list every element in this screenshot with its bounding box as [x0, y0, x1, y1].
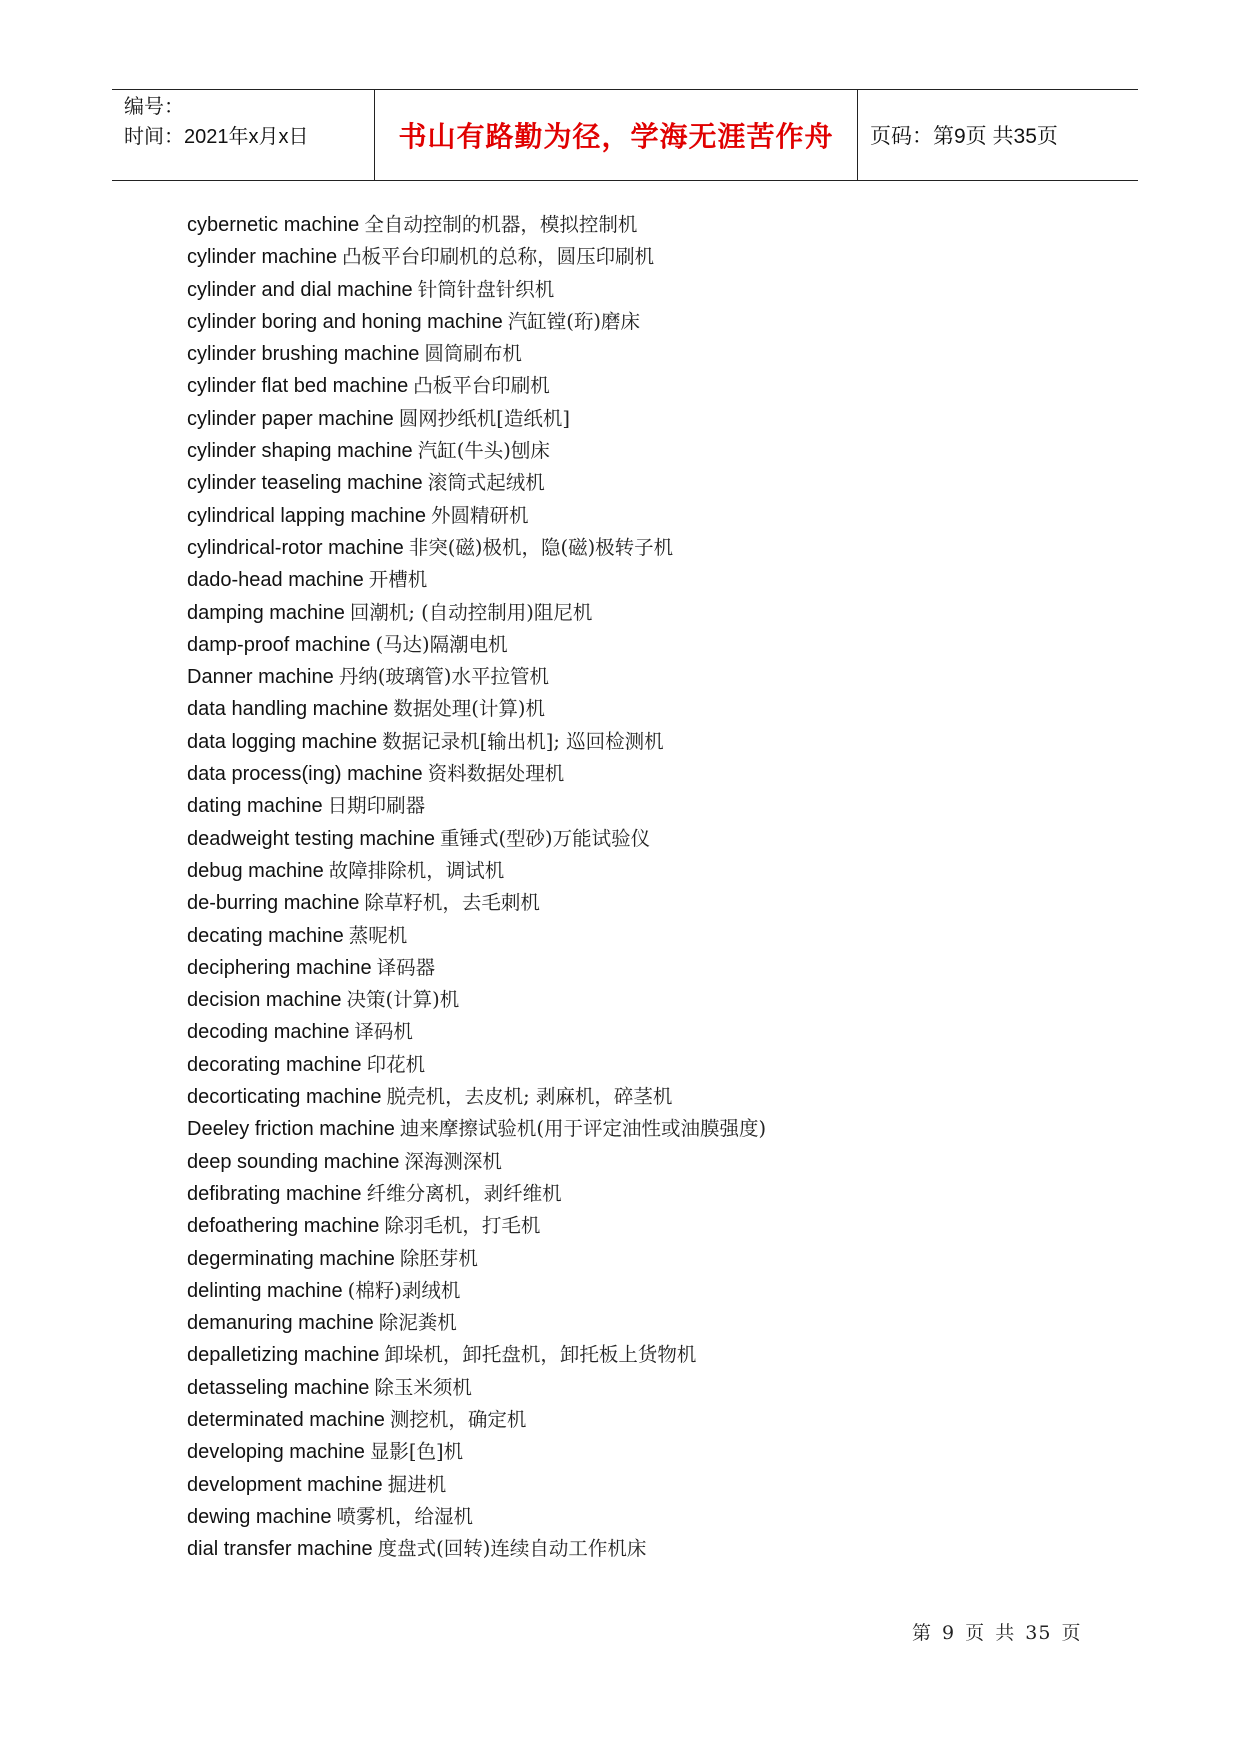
- entry-definition: 除泥粪机: [378, 1311, 457, 1335]
- entry-term: cylinder flat bed machine: [187, 375, 409, 398]
- entry-definition: 圆网抄纸机[造纸机]: [398, 406, 570, 430]
- entry-definition: 全自动控制的机器，模拟控制机: [364, 213, 638, 236]
- glossary-entry: [187, 1049, 1087, 1081]
- entry-definition: 日期印刷器: [327, 794, 426, 818]
- entry-term: dado-head machine: [187, 569, 364, 592]
- entry-definition: 故障排除机，调试机: [328, 858, 505, 882]
- entry-definition: 圆筒刷布机: [424, 342, 522, 366]
- entry-term: determinated machine: [187, 1408, 385, 1431]
- entry-term: cylinder boring and honing machine: [187, 310, 503, 333]
- glossary-entry: [187, 1113, 1087, 1145]
- entry-definition: 滚筒式起绒机: [427, 471, 545, 495]
- header-motto-cell: [374, 90, 858, 180]
- entry-definition: 蒸呢机: [348, 923, 408, 947]
- entry-term: Deeley friction machine: [187, 1118, 395, 1141]
- entry-definition: 针筒针盘针织机: [417, 277, 555, 301]
- glossary-entry: [187, 241, 1087, 273]
- glossary-entry: [187, 338, 1087, 370]
- entry-definition: 丹纳(玻璃管)水平拉管机: [338, 665, 549, 689]
- glossary-entry: [187, 1372, 1087, 1404]
- entry-term: cylinder shaping machine: [187, 440, 413, 463]
- entry-term: depalletizing machine: [187, 1344, 380, 1367]
- entry-definition: 纤维分离机，剥纤维机: [366, 1181, 562, 1205]
- header-page-cell: [858, 90, 1138, 180]
- glossary-entry: [187, 1469, 1087, 1501]
- glossary-entry: [187, 500, 1087, 532]
- glossary-entry: [187, 1307, 1087, 1339]
- header-left-cell: [112, 90, 374, 180]
- entry-term: deep sounding machine: [187, 1150, 400, 1173]
- entry-term: defoathering machine: [187, 1215, 380, 1238]
- document-number-label: 编号：: [124, 96, 184, 118]
- entry-term: cylinder machine: [187, 246, 338, 269]
- glossary-entry: [187, 274, 1087, 306]
- entry-definition: 喷雾机，给湿机: [336, 1504, 474, 1528]
- entry-term: damp-proof machine: [187, 633, 371, 656]
- glossary-entry: [187, 306, 1087, 338]
- glossary-entry: [187, 370, 1087, 402]
- entry-term: decorticating machine: [187, 1086, 382, 1109]
- glossary-entry: [187, 984, 1087, 1016]
- entry-term: development machine: [187, 1473, 383, 1496]
- entry-term: cylinder teaseling machine: [187, 472, 423, 495]
- glossary-entry: [187, 661, 1087, 693]
- glossary-entry: [187, 403, 1087, 435]
- header-page-label: 页码：第9页 共35页: [870, 125, 1058, 148]
- entry-definition: 汽缸镗(珩)磨床: [507, 309, 640, 333]
- entry-definition: 重锤式(型砂)万能试验仪: [439, 826, 651, 850]
- entry-definition: 除羽毛机，打毛机: [384, 1214, 541, 1238]
- entry-term: dewing machine: [187, 1505, 332, 1528]
- entry-term: cylindrical lapping machine: [187, 504, 427, 527]
- glossary-entry: [187, 435, 1087, 467]
- entry-definition: 外圆精研机: [431, 503, 529, 527]
- entry-definition: 数据处理(计算)机: [393, 697, 545, 721]
- glossary-entry: [187, 887, 1087, 919]
- entry-definition: 脱壳机，去皮机; 剥麻机，碎茎机: [386, 1085, 673, 1109]
- glossary-entry: [187, 1210, 1087, 1242]
- entry-term: damping machine: [187, 601, 345, 624]
- glossary-entry: [187, 1436, 1087, 1468]
- glossary-entry: [187, 1146, 1087, 1178]
- entry-term: delinting machine: [187, 1279, 343, 1302]
- entry-definition: 掘进机: [387, 1472, 447, 1496]
- entry-term: cybernetic machine: [187, 214, 360, 236]
- document-date-label: 时间：2021年x月x日: [124, 126, 309, 148]
- entry-definition: 非突(磁)极机，隐(磁)极转子机: [408, 535, 674, 559]
- glossary-entry: [187, 597, 1087, 629]
- entry-definition: 除草籽机，去毛刺机: [364, 891, 540, 915]
- entry-definition: 测挖机，确定机: [389, 1407, 527, 1431]
- entry-term: defibrating machine: [187, 1182, 362, 1205]
- glossary-entry: [187, 1016, 1087, 1048]
- glossary-entry: [187, 209, 1087, 241]
- glossary-entry: [187, 758, 1087, 790]
- entry-term: cylindrical-rotor machine: [187, 536, 404, 559]
- entry-definition: 卸垛机，卸托盘机，卸托板上货物机: [384, 1343, 697, 1367]
- entry-definition: 译码机: [354, 1020, 413, 1044]
- entry-definition: 显影[色]机: [369, 1440, 464, 1464]
- entry-definition: 决策(计算)机: [346, 988, 460, 1012]
- entry-term: debug machine: [187, 859, 324, 882]
- glossary-entry: [187, 1533, 1087, 1565]
- glossary-entry: [187, 693, 1087, 725]
- glossary-entry: [187, 564, 1087, 596]
- entry-term: decision machine: [187, 989, 342, 1012]
- entry-term: demanuring machine: [187, 1312, 374, 1335]
- entry-definition: 深海测深机: [404, 1149, 502, 1173]
- glossary-entry: [187, 855, 1087, 887]
- entry-definition: 印花机: [366, 1052, 426, 1076]
- entry-definition: (马达)隔潮电机: [375, 632, 508, 656]
- entry-definition: 度盘式(回转)连续自动工作机床: [377, 1537, 647, 1561]
- entry-term: cylinder paper machine: [187, 407, 394, 430]
- glossary-entry: [187, 823, 1087, 855]
- glossary-entry: [187, 532, 1087, 564]
- document-header: [112, 89, 1138, 181]
- glossary-entry: [187, 952, 1087, 984]
- entry-term: degerminating machine: [187, 1247, 395, 1270]
- entry-definition: 开槽机: [368, 568, 428, 592]
- glossary-entry: [187, 920, 1087, 952]
- glossary-entry: [187, 790, 1087, 822]
- glossary-entry: [187, 629, 1087, 661]
- entry-term: de-burring machine: [187, 892, 360, 915]
- glossary-entry: [187, 1275, 1087, 1307]
- glossary-entry: [187, 726, 1087, 758]
- entry-term: developing machine: [187, 1441, 365, 1464]
- entry-definition: 除胚芽机: [399, 1246, 478, 1270]
- entry-definition: 凸板平台印刷机的总称，圆压印刷机: [342, 245, 655, 269]
- entry-definition: 资料数据处理机: [427, 762, 565, 786]
- entry-term: cylinder and dial machine: [187, 278, 413, 301]
- glossary-entry: [187, 1501, 1087, 1533]
- glossary-list: [187, 209, 1087, 1565]
- header-motto: 书山有路勤为径，学海无涯苦作舟: [398, 120, 834, 153]
- entry-term: deadweight testing machine: [187, 827, 435, 850]
- entry-term: cylinder brushing machine: [187, 343, 420, 366]
- entry-term: data process(ing) machine: [187, 763, 423, 786]
- entry-definition: 汽缸(牛头)刨床: [417, 439, 550, 463]
- entry-definition: 凸板平台印刷机: [413, 374, 550, 398]
- entry-term: decating machine: [187, 924, 344, 947]
- glossary-entry: [187, 1178, 1087, 1210]
- entry-term: Danner machine: [187, 666, 334, 689]
- entry-definition: 数据记录机[输出机]; 巡回检测机: [382, 729, 664, 753]
- entry-definition: 除玉米须机: [374, 1375, 472, 1399]
- entry-term: dating machine: [187, 795, 323, 818]
- glossary-entry: [187, 1404, 1087, 1436]
- entry-term: data logging machine: [187, 730, 378, 753]
- entry-definition: 译码器: [376, 955, 436, 979]
- entry-term: deciphering machine: [187, 956, 372, 979]
- entry-term: data handling machine: [187, 698, 389, 721]
- entry-definition: 回潮机; (自动控制用)阻尼机: [349, 600, 593, 624]
- glossary-entry: [187, 1339, 1087, 1371]
- entry-definition: 迪来摩擦试验机(用于评定油性或油膜强度): [399, 1117, 767, 1141]
- glossary-entry: [187, 1243, 1087, 1275]
- entry-definition: (棉籽)剥绒机: [347, 1278, 461, 1302]
- entry-term: decoding machine: [187, 1021, 350, 1044]
- entry-term: detasseling machine: [187, 1376, 370, 1399]
- glossary-entry: [187, 467, 1087, 499]
- page-footer: 第 9 页 共 35 页: [912, 1622, 1082, 1644]
- entry-term: decorating machine: [187, 1053, 362, 1076]
- glossary-entry: [187, 1081, 1087, 1113]
- entry-term: dial transfer machine: [187, 1538, 373, 1561]
